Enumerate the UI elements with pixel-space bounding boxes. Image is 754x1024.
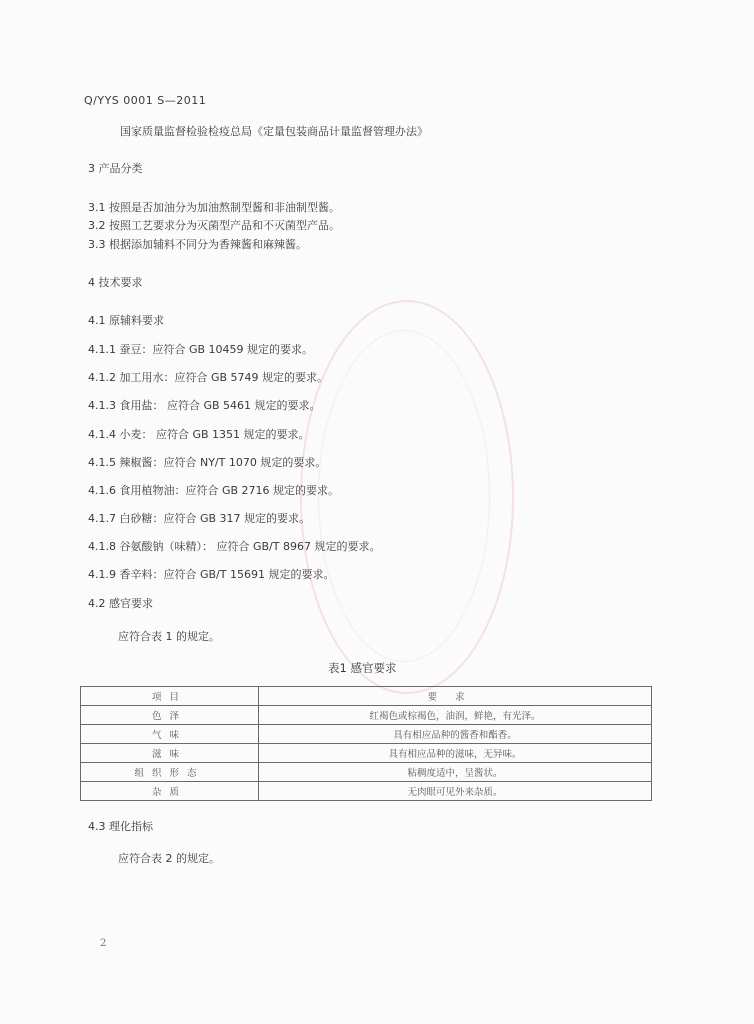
column-header: 项目 bbox=[81, 687, 259, 706]
doc-code: Q/YYS 0001 S—2011 bbox=[84, 94, 207, 107]
section41-heading: 4.1 原辅料要求 bbox=[88, 314, 164, 327]
section43-text: 应符合表 2 的规定。 bbox=[118, 852, 220, 865]
table-header-row bbox=[81, 687, 652, 706]
table-cell-item: 组织形态 bbox=[81, 763, 259, 782]
requirement-item: 4.1.8 谷氨酸钠（味精）： 应符合 GB/T 8967 规定的要求。 bbox=[88, 540, 381, 553]
section42-heading: 4.2 感官要求 bbox=[88, 597, 153, 610]
requirement-item: 4.1.5 辣椒酱：应符合 NY/T 1070 规定的要求。 bbox=[88, 456, 327, 469]
section3-heading: 3 产品分类 bbox=[88, 162, 143, 175]
table-cell-item: 色泽 bbox=[81, 706, 259, 725]
table-cell-requirement: 具有相应品种的滋味，无异味。 bbox=[259, 744, 652, 763]
table-cell-requirement: 无肉眼可见外来杂质。 bbox=[259, 782, 652, 801]
section3-item: 3.2 按照工艺要求分为灭菌型产品和不灭菌型产品。 bbox=[88, 219, 340, 232]
section42-text: 应符合表 1 的规定。 bbox=[118, 630, 220, 643]
requirement-item: 4.1.4 小麦： 应符合 GB 1351 规定的要求。 bbox=[88, 428, 310, 441]
table-row bbox=[81, 782, 652, 801]
requirement-item: 4.1.9 香辛料：应符合 GB/T 15691 规定的要求。 bbox=[88, 568, 335, 581]
table-cell-requirement: 具有相应品种的酱香和酯香。 bbox=[259, 725, 652, 744]
requirement-item: 4.1.2 加工用水：应符合 GB 5749 规定的要求。 bbox=[88, 371, 329, 384]
requirement-item: 4.1.3 食用盐： 应符合 GB 5461 规定的要求。 bbox=[88, 399, 321, 412]
table-row bbox=[81, 725, 652, 744]
table-cell-item: 气味 bbox=[81, 725, 259, 744]
section3-item: 3.3 根据添加辅料不同分为香辣酱和麻辣酱。 bbox=[88, 238, 307, 251]
section3-item: 3.1 按照是否加油分为加油熬制型酱和非油制型酱。 bbox=[88, 201, 340, 214]
intro-reference: 国家质量监督检验检疫总局《定量包装商品计量监督管理办法》 bbox=[120, 125, 428, 138]
table-cell-item: 滋味 bbox=[81, 744, 259, 763]
section4-heading: 4 技术要求 bbox=[88, 276, 143, 289]
table-cell-item: 杂质 bbox=[81, 782, 259, 801]
table-cell-requirement: 红褐色或棕褐色，油润，鲜艳，有光泽。 bbox=[259, 706, 652, 725]
table-row bbox=[81, 744, 652, 763]
page-number: 2 bbox=[100, 938, 107, 949]
table-title: 表1 感官要求 bbox=[328, 661, 397, 675]
section43-heading: 4.3 理化指标 bbox=[88, 820, 153, 833]
sensory-requirements-table bbox=[80, 686, 652, 801]
requirement-item: 4.1.6 食用植物油：应符合 GB 2716 规定的要求。 bbox=[88, 484, 340, 497]
column-header: 要求 bbox=[259, 687, 652, 706]
table-row bbox=[81, 763, 652, 782]
table-cell-requirement: 粘稠度适中，呈酱状。 bbox=[259, 763, 652, 782]
requirement-item: 4.1.1 蚕豆：应符合 GB 10459 规定的要求。 bbox=[88, 343, 314, 356]
red-seal-inner-ring bbox=[318, 330, 490, 662]
requirement-item: 4.1.7 白砂糖：应符合 GB 317 规定的要求。 bbox=[88, 512, 311, 525]
table-row bbox=[81, 706, 652, 725]
